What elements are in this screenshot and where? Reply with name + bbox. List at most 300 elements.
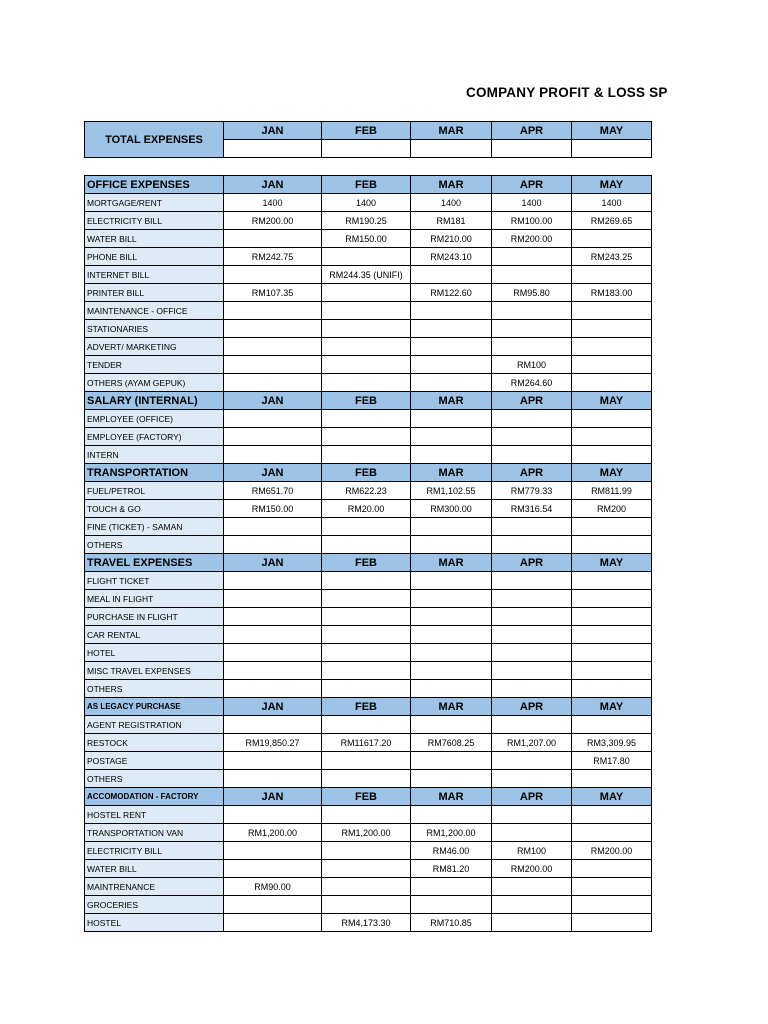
value-cell-mar[interactable]: RM7608.25: [411, 734, 492, 752]
table-row: [85, 518, 652, 536]
row-label[interactable]: TRANSPORTATION VAN: [85, 824, 224, 842]
value-cell-mar[interactable]: [411, 320, 492, 338]
value-cell-feb[interactable]: [322, 806, 411, 824]
value-cell-jan[interactable]: [224, 752, 322, 770]
table-row: [85, 644, 652, 662]
row-label[interactable]: MAINTRENANCE: [85, 878, 224, 896]
value-cell-apr[interactable]: [492, 680, 572, 698]
value-cell-may[interactable]: RM243.25: [572, 248, 652, 266]
value-cell-apr[interactable]: [492, 608, 572, 626]
section-header-row: [85, 554, 652, 572]
value-cell-mar[interactable]: RM1,102.55: [411, 482, 492, 500]
section-title[interactable]: OFFICE EXPENSES: [85, 176, 224, 194]
table-row: [85, 428, 652, 446]
value-cell-jan[interactable]: [224, 374, 322, 392]
value-cell-mar[interactable]: [411, 302, 492, 320]
row-label[interactable]: ELECTRICITY BILL: [85, 842, 224, 860]
row-label[interactable]: PRINTER BILL: [85, 284, 224, 302]
value-cell-feb[interactable]: [322, 518, 411, 536]
month-header-mar[interactable]: MAR: [411, 698, 492, 716]
value-cell-apr[interactable]: [492, 266, 572, 284]
value-cell-feb[interactable]: [322, 572, 411, 590]
value-cell-may[interactable]: [572, 302, 652, 320]
table-row: [85, 590, 652, 608]
value-cell-jan[interactable]: [224, 572, 322, 590]
month-header-feb[interactable]: FEB: [322, 788, 411, 806]
value-cell-mar[interactable]: RM46.00: [411, 842, 492, 860]
value-cell-mar[interactable]: [411, 752, 492, 770]
month-header-mar[interactable]: MAR: [411, 176, 492, 194]
value-cell-may[interactable]: [572, 428, 652, 446]
total-expenses-label[interactable]: TOTAL EXPENSES: [85, 122, 224, 158]
value-cell-mar[interactable]: [411, 878, 492, 896]
value-cell-feb[interactable]: [322, 356, 411, 374]
value-cell-mar[interactable]: RM243.10: [411, 248, 492, 266]
table-row: [85, 626, 652, 644]
row-label[interactable]: CAR RENTAL: [85, 626, 224, 644]
row-label[interactable]: PURCHASE IN FLIGHT: [85, 608, 224, 626]
month-header-apr[interactable]: APR: [492, 122, 572, 140]
value-cell-jan[interactable]: [224, 266, 322, 284]
value-cell-mar[interactable]: [411, 806, 492, 824]
value-cell-jan[interactable]: [224, 590, 322, 608]
value-cell-feb[interactable]: [322, 896, 411, 914]
row-label[interactable]: AGENT REGISTRATION: [85, 716, 224, 734]
value-cell-mar[interactable]: [411, 518, 492, 536]
value-cell-apr[interactable]: [492, 446, 572, 464]
month-header-feb[interactable]: FEB: [322, 698, 411, 716]
value-cell-mar[interactable]: RM300.00: [411, 500, 492, 518]
value-cell-apr[interactable]: [492, 806, 572, 824]
value-cell-apr[interactable]: [492, 302, 572, 320]
value-cell-may[interactable]: [572, 662, 652, 680]
row-label[interactable]: WATER BILL: [85, 230, 224, 248]
value-cell-mar[interactable]: [411, 338, 492, 356]
value-cell-may[interactable]: [572, 320, 652, 338]
value-cell-apr[interactable]: RM95.80: [492, 284, 572, 302]
table-row: [85, 842, 652, 860]
row-label[interactable]: HOTEL: [85, 644, 224, 662]
table-row: [85, 212, 652, 230]
value-cell-mar[interactable]: RM181: [411, 212, 492, 230]
value-cell-apr[interactable]: [492, 536, 572, 554]
table-row: [85, 194, 652, 212]
month-header-feb[interactable]: FEB: [322, 464, 411, 482]
value-cell-apr[interactable]: [492, 626, 572, 644]
value-cell-jan[interactable]: [224, 770, 322, 788]
value-cell-jan[interactable]: [224, 896, 322, 914]
value-cell-apr[interactable]: RM1,207.00: [492, 734, 572, 752]
month-header-jan[interactable]: JAN: [224, 788, 322, 806]
value-cell-mar[interactable]: [411, 266, 492, 284]
month-header-may[interactable]: MAY: [572, 554, 652, 572]
value-cell-jan[interactable]: [224, 320, 322, 338]
month-header-may[interactable]: MAY: [572, 788, 652, 806]
value-cell-apr[interactable]: RM100: [492, 356, 572, 374]
row-label[interactable]: HOSTEL RENT: [85, 806, 224, 824]
value-cell-feb[interactable]: [322, 770, 411, 788]
month-header-may[interactable]: MAY: [572, 464, 652, 482]
section-header-row: [85, 464, 652, 482]
value-cell-may[interactable]: RM811.99: [572, 482, 652, 500]
row-label[interactable]: FUEL/PETROL: [85, 482, 224, 500]
value-cell-may[interactable]: [572, 914, 652, 932]
month-header-jan[interactable]: JAN: [224, 464, 322, 482]
value-cell-apr[interactable]: [492, 878, 572, 896]
total-cell-jan[interactable]: [224, 140, 322, 158]
value-cell-feb[interactable]: RM190.25: [322, 212, 411, 230]
value-cell-feb[interactable]: [322, 338, 411, 356]
row-label[interactable]: EMPLOYEE (FACTORY): [85, 428, 224, 446]
value-cell-jan[interactable]: RM150.00: [224, 500, 322, 518]
value-cell-may[interactable]: [572, 338, 652, 356]
value-cell-jan[interactable]: [224, 626, 322, 644]
row-label[interactable]: TOUCH & GO: [85, 500, 224, 518]
value-cell-feb[interactable]: [322, 680, 411, 698]
value-cell-mar[interactable]: [411, 626, 492, 644]
value-cell-mar[interactable]: [411, 374, 492, 392]
section-title[interactable]: AS LEGACY PURCHASE: [85, 698, 224, 716]
value-cell-apr[interactable]: RM779.33: [492, 482, 572, 500]
month-header-apr[interactable]: APR: [492, 392, 572, 410]
table-row: [85, 536, 652, 554]
month-header-may[interactable]: MAY: [572, 176, 652, 194]
row-label[interactable]: INTERN: [85, 446, 224, 464]
value-cell-mar[interactable]: RM122.60: [411, 284, 492, 302]
value-cell-may[interactable]: [572, 374, 652, 392]
section-title[interactable]: SALARY (INTERNAL): [85, 392, 224, 410]
value-cell-apr[interactable]: [492, 716, 572, 734]
total-cell-feb[interactable]: [322, 140, 411, 158]
row-label[interactable]: GROCERIES: [85, 896, 224, 914]
value-cell-feb[interactable]: [322, 536, 411, 554]
row-label[interactable]: OTHERS (AYAM GEPUK): [85, 374, 224, 392]
value-cell-jan[interactable]: RM107.35: [224, 284, 322, 302]
row-label[interactable]: MAINTENANCE - OFFICE: [85, 302, 224, 320]
value-cell-feb[interactable]: [322, 842, 411, 860]
value-cell-jan[interactable]: RM19,850.27: [224, 734, 322, 752]
value-cell-jan[interactable]: [224, 410, 322, 428]
table-row: [85, 356, 652, 374]
value-cell-jan[interactable]: [224, 428, 322, 446]
value-cell-mar[interactable]: [411, 356, 492, 374]
value-cell-mar[interactable]: [411, 716, 492, 734]
table-row: [85, 374, 652, 392]
value-cell-jan[interactable]: [224, 446, 322, 464]
value-cell-apr[interactable]: [492, 320, 572, 338]
value-cell-mar[interactable]: [411, 428, 492, 446]
value-cell-may[interactable]: RM183.00: [572, 284, 652, 302]
value-cell-mar[interactable]: RM210.00: [411, 230, 492, 248]
table-row: [85, 806, 652, 824]
value-cell-mar[interactable]: [411, 536, 492, 554]
month-header-mar[interactable]: MAR: [411, 554, 492, 572]
table-row: [85, 878, 652, 896]
section-title[interactable]: ACCOMODATION - FACTORY: [85, 788, 224, 806]
value-cell-mar[interactable]: [411, 644, 492, 662]
value-cell-feb[interactable]: [322, 626, 411, 644]
table-row: [85, 320, 652, 338]
value-cell-may[interactable]: [572, 626, 652, 644]
table-row: [85, 500, 652, 518]
month-header-feb[interactable]: FEB: [322, 392, 411, 410]
value-cell-jan[interactable]: 1400: [224, 194, 322, 212]
section-title[interactable]: TRAVEL EXPENSES: [85, 554, 224, 572]
month-header-feb[interactable]: FEB: [322, 176, 411, 194]
row-label[interactable]: OTHERS: [85, 770, 224, 788]
value-cell-may[interactable]: [572, 770, 652, 788]
month-header-feb[interactable]: FEB: [322, 122, 411, 140]
month-header-may[interactable]: MAY: [572, 122, 652, 140]
row-label[interactable]: FLIGHT TICKET: [85, 572, 224, 590]
table-row: [85, 914, 652, 932]
value-cell-apr[interactable]: [492, 518, 572, 536]
row-label[interactable]: FINE (TICKET) - SAMAN: [85, 518, 224, 536]
value-cell-may[interactable]: RM3,309.95: [572, 734, 652, 752]
value-cell-apr[interactable]: [492, 410, 572, 428]
value-cell-mar[interactable]: [411, 770, 492, 788]
section-header-row: [85, 176, 652, 194]
value-cell-apr[interactable]: [492, 770, 572, 788]
value-cell-feb[interactable]: 1400: [322, 194, 411, 212]
value-cell-may[interactable]: [572, 590, 652, 608]
row-label[interactable]: ELECTRICITY BILL: [85, 212, 224, 230]
month-header-jan[interactable]: JAN: [224, 698, 322, 716]
value-cell-mar[interactable]: [411, 608, 492, 626]
value-cell-apr[interactable]: 1400: [492, 194, 572, 212]
table-row: [85, 662, 652, 680]
value-cell-jan[interactable]: [224, 716, 322, 734]
value-cell-feb[interactable]: RM11617.20: [322, 734, 411, 752]
table-row: [85, 446, 652, 464]
value-cell-jan[interactable]: [224, 806, 322, 824]
value-cell-may[interactable]: [572, 518, 652, 536]
value-cell-feb[interactable]: RM1,200.00: [322, 824, 411, 842]
value-cell-may[interactable]: [572, 536, 652, 554]
value-cell-jan[interactable]: [224, 302, 322, 320]
value-cell-apr[interactable]: RM100.00: [492, 212, 572, 230]
section-header-row: [85, 698, 652, 716]
row-label[interactable]: OTHERS: [85, 680, 224, 698]
row-label[interactable]: MEAL IN FLIGHT: [85, 590, 224, 608]
section-title[interactable]: TRANSPORTATION: [85, 464, 224, 482]
row-label[interactable]: MISC TRAVEL EXPENSES: [85, 662, 224, 680]
value-cell-mar[interactable]: [411, 680, 492, 698]
row-label[interactable]: TENDER: [85, 356, 224, 374]
table-row: [85, 410, 652, 428]
value-cell-jan[interactable]: RM1,200.00: [224, 824, 322, 842]
row-label[interactable]: MORTGAGE/RENT: [85, 194, 224, 212]
value-cell-mar[interactable]: [411, 446, 492, 464]
value-cell-feb[interactable]: [322, 608, 411, 626]
value-cell-may[interactable]: [572, 446, 652, 464]
table-row: [85, 338, 652, 356]
value-cell-may[interactable]: [572, 680, 652, 698]
value-cell-apr[interactable]: [492, 572, 572, 590]
value-cell-mar[interactable]: [411, 590, 492, 608]
month-header-apr[interactable]: APR: [492, 788, 572, 806]
value-cell-feb[interactable]: [322, 662, 411, 680]
row-label[interactable]: STATIONARIES: [85, 320, 224, 338]
table-row: [85, 716, 652, 734]
month-header-feb[interactable]: FEB: [322, 554, 411, 572]
value-cell-jan[interactable]: RM651.70: [224, 482, 322, 500]
value-cell-may[interactable]: [572, 356, 652, 374]
value-cell-may[interactable]: RM200: [572, 500, 652, 518]
value-cell-may[interactable]: RM200.00: [572, 842, 652, 860]
value-cell-apr[interactable]: RM100: [492, 842, 572, 860]
value-cell-may[interactable]: [572, 878, 652, 896]
month-header-apr[interactable]: APR: [492, 554, 572, 572]
value-cell-jan[interactable]: [224, 914, 322, 932]
value-cell-feb[interactable]: [322, 590, 411, 608]
value-cell-may[interactable]: [572, 860, 652, 878]
value-cell-may[interactable]: [572, 230, 652, 248]
value-cell-feb[interactable]: [322, 320, 411, 338]
expenses-table: [84, 175, 652, 932]
value-cell-feb[interactable]: [322, 860, 411, 878]
value-cell-feb[interactable]: [322, 878, 411, 896]
value-cell-apr[interactable]: [492, 896, 572, 914]
value-cell-apr[interactable]: RM316.54: [492, 500, 572, 518]
month-header-jan[interactable]: JAN: [224, 392, 322, 410]
value-cell-mar[interactable]: 1400: [411, 194, 492, 212]
value-cell-apr[interactable]: [492, 428, 572, 446]
month-header-mar[interactable]: MAR: [411, 788, 492, 806]
value-cell-jan[interactable]: [224, 608, 322, 626]
value-cell-feb[interactable]: [322, 248, 411, 266]
value-cell-apr[interactable]: [492, 338, 572, 356]
row-label[interactable]: PHONE BILL: [85, 248, 224, 266]
table-row: [85, 734, 652, 752]
value-cell-may[interactable]: 1400: [572, 194, 652, 212]
value-cell-mar[interactable]: [411, 896, 492, 914]
value-cell-jan[interactable]: RM200.00: [224, 212, 322, 230]
value-cell-jan[interactable]: RM90.00: [224, 878, 322, 896]
value-cell-mar[interactable]: [411, 662, 492, 680]
month-header-may[interactable]: MAY: [572, 392, 652, 410]
value-cell-jan[interactable]: [224, 860, 322, 878]
row-label[interactable]: RESTOCK: [85, 734, 224, 752]
value-cell-apr[interactable]: [492, 824, 572, 842]
value-cell-may[interactable]: RM17.80: [572, 752, 652, 770]
table-row: [85, 230, 652, 248]
value-cell-apr[interactable]: [492, 644, 572, 662]
row-label[interactable]: EMPLOYEE (OFFICE): [85, 410, 224, 428]
value-cell-mar[interactable]: [411, 572, 492, 590]
value-cell-feb[interactable]: [322, 644, 411, 662]
value-cell-jan[interactable]: [224, 644, 322, 662]
total-cell-mar[interactable]: [411, 140, 492, 158]
value-cell-apr[interactable]: [492, 590, 572, 608]
table-row: [85, 680, 652, 698]
value-cell-jan[interactable]: [224, 662, 322, 680]
row-label[interactable]: POSTAGE: [85, 752, 224, 770]
row-label[interactable]: OTHERS: [85, 536, 224, 554]
value-cell-may[interactable]: [572, 716, 652, 734]
value-cell-jan[interactable]: [224, 680, 322, 698]
month-header-mar[interactable]: MAR: [411, 122, 492, 140]
value-cell-feb[interactable]: RM4,173.30: [322, 914, 411, 932]
value-cell-feb[interactable]: RM622.23: [322, 482, 411, 500]
value-cell-mar[interactable]: [411, 410, 492, 428]
value-cell-feb[interactable]: [322, 302, 411, 320]
value-cell-apr[interactable]: RM264.60: [492, 374, 572, 392]
table-row: [85, 752, 652, 770]
month-header-may[interactable]: MAY: [572, 698, 652, 716]
month-header-jan[interactable]: JAN: [224, 176, 322, 194]
table-row: [85, 284, 652, 302]
table-row: [85, 896, 652, 914]
value-cell-apr[interactable]: RM200.00: [492, 230, 572, 248]
value-cell-feb[interactable]: RM150.00: [322, 230, 411, 248]
value-cell-apr[interactable]: RM200.00: [492, 860, 572, 878]
table-row: [85, 266, 652, 284]
total-cell-apr[interactable]: [492, 140, 572, 158]
value-cell-feb[interactable]: [322, 374, 411, 392]
value-cell-jan[interactable]: [224, 518, 322, 536]
row-label[interactable]: HOSTEL: [85, 914, 224, 932]
value-cell-may[interactable]: [572, 896, 652, 914]
month-header-mar[interactable]: MAR: [411, 392, 492, 410]
month-header-apr[interactable]: APR: [492, 464, 572, 482]
row-label[interactable]: WATER BILL: [85, 860, 224, 878]
value-cell-jan[interactable]: [224, 230, 322, 248]
value-cell-feb[interactable]: [322, 446, 411, 464]
month-header-mar[interactable]: MAR: [411, 464, 492, 482]
value-cell-apr[interactable]: [492, 248, 572, 266]
month-header-apr[interactable]: APR: [492, 698, 572, 716]
value-cell-mar[interactable]: RM1,200.00: [411, 824, 492, 842]
value-cell-feb[interactable]: [322, 716, 411, 734]
value-cell-apr[interactable]: [492, 752, 572, 770]
month-header-jan[interactable]: JAN: [224, 122, 322, 140]
value-cell-may[interactable]: [572, 806, 652, 824]
value-cell-jan[interactable]: [224, 356, 322, 374]
value-cell-may[interactable]: [572, 572, 652, 590]
value-cell-feb[interactable]: [322, 410, 411, 428]
sheet-title: COMPANY PROFIT & LOSS SP: [466, 85, 668, 100]
table-row: [85, 248, 652, 266]
value-cell-may[interactable]: [572, 410, 652, 428]
value-cell-feb[interactable]: RM20.00: [322, 500, 411, 518]
total-expenses-table: [84, 121, 652, 158]
value-cell-feb[interactable]: [322, 752, 411, 770]
value-cell-jan[interactable]: [224, 536, 322, 554]
value-cell-feb[interactable]: RM244.35 (UNIFI): [322, 266, 411, 284]
value-cell-may[interactable]: [572, 608, 652, 626]
row-label[interactable]: ADVERT/ MARKETING: [85, 338, 224, 356]
value-cell-may[interactable]: [572, 266, 652, 284]
value-cell-apr[interactable]: [492, 914, 572, 932]
value-cell-jan[interactable]: RM242.75: [224, 248, 322, 266]
month-header-jan[interactable]: JAN: [224, 554, 322, 572]
value-cell-mar[interactable]: RM81.20: [411, 860, 492, 878]
total-cell-may[interactable]: [572, 140, 652, 158]
value-cell-jan[interactable]: [224, 338, 322, 356]
month-header-apr[interactable]: APR: [492, 176, 572, 194]
value-cell-apr[interactable]: [492, 662, 572, 680]
value-cell-may[interactable]: RM269.65: [572, 212, 652, 230]
value-cell-may[interactable]: [572, 824, 652, 842]
value-cell-jan[interactable]: [224, 842, 322, 860]
row-label[interactable]: INTERNET BILL: [85, 266, 224, 284]
table-row: [85, 770, 652, 788]
value-cell-feb[interactable]: [322, 428, 411, 446]
value-cell-mar[interactable]: RM710.85: [411, 914, 492, 932]
value-cell-may[interactable]: [572, 644, 652, 662]
value-cell-feb[interactable]: [322, 284, 411, 302]
